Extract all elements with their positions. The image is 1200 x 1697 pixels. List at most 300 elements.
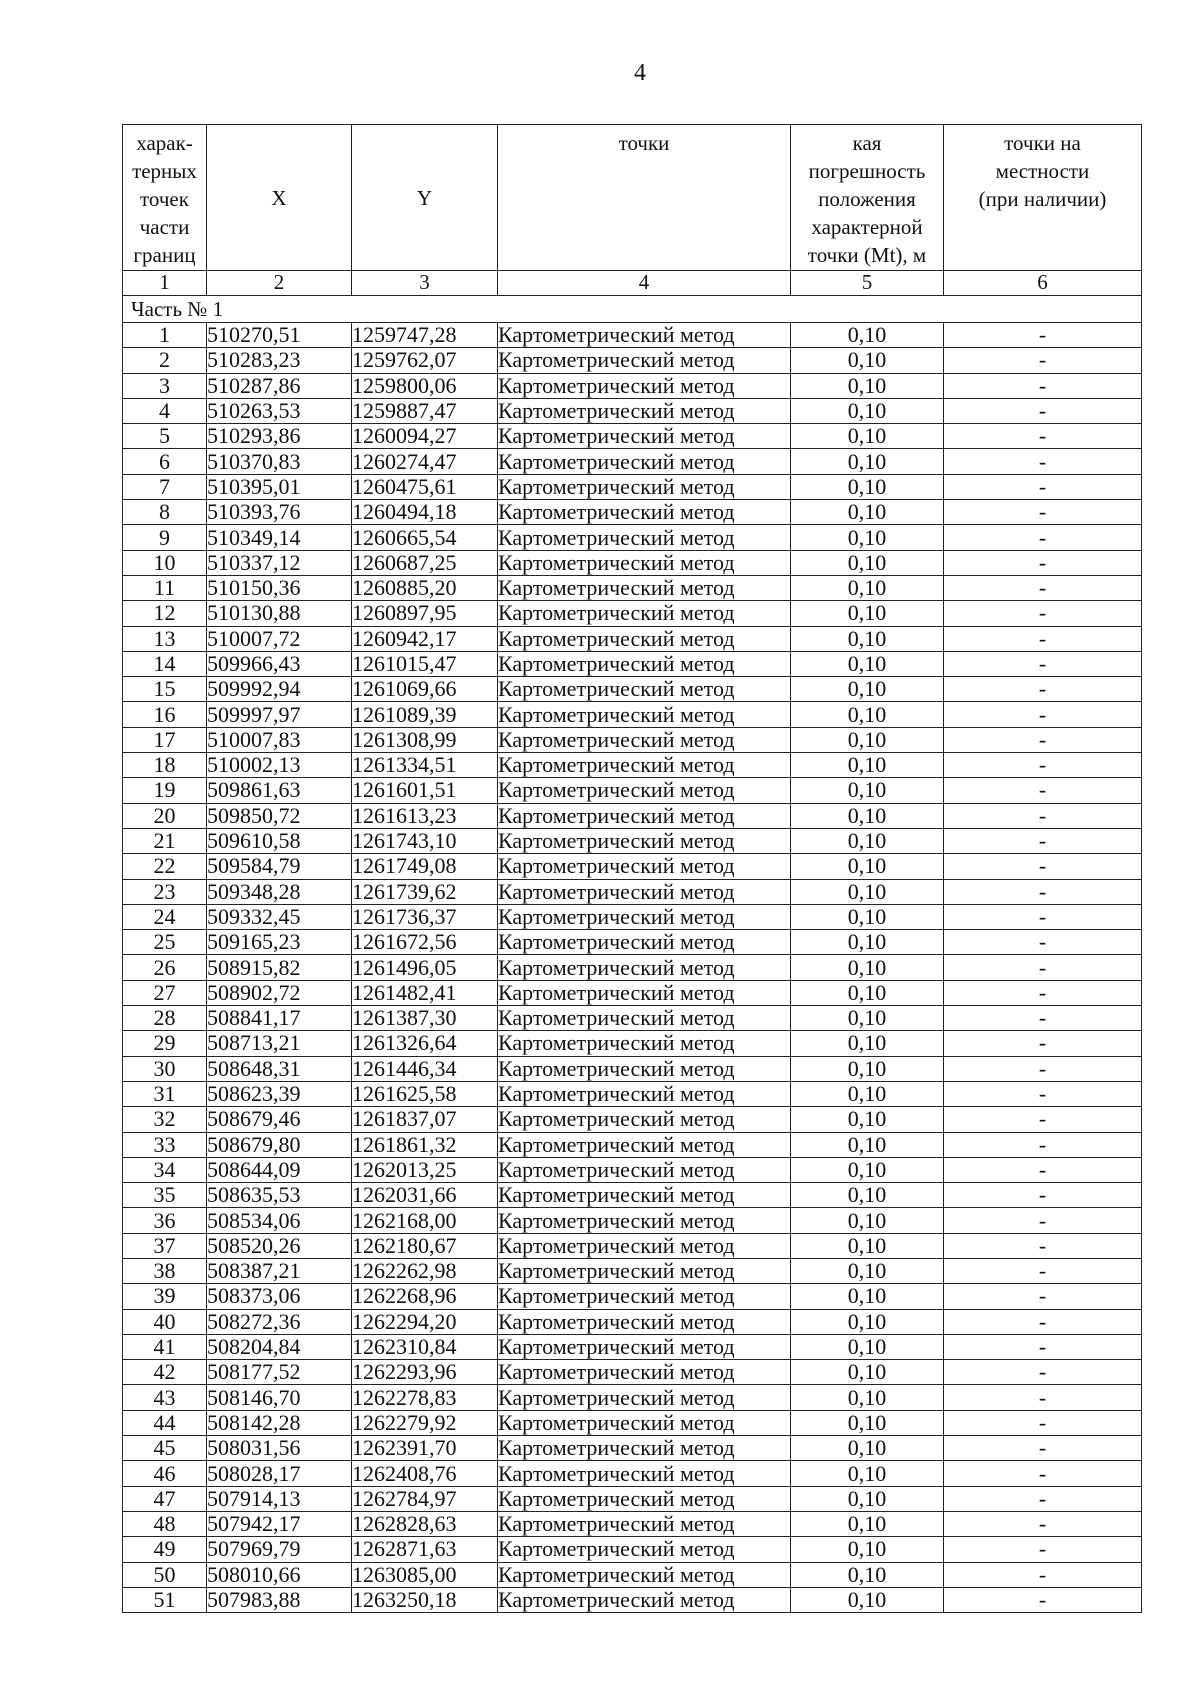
cell-x: 508679,46 — [207, 1107, 352, 1132]
cell-marking: - — [944, 1107, 1142, 1132]
cell-marking: - — [944, 373, 1142, 398]
cell-y: 1260475,61 — [352, 474, 498, 499]
cell-y: 1259800,06 — [352, 373, 498, 398]
cell-y: 1259762,07 — [352, 348, 498, 373]
cell-method: Картометрический метод — [498, 575, 791, 600]
table-row — [123, 904, 1142, 929]
cell-accuracy: 0,10 — [791, 955, 944, 980]
cell-method: Картометрический метод — [498, 879, 791, 904]
cell-accuracy: 0,10 — [791, 727, 944, 752]
cell-method: Картометрический метод — [498, 525, 791, 550]
cell-marking: - — [944, 1309, 1142, 1334]
cell-x: 510007,83 — [207, 727, 352, 752]
cell-point-number: 29 — [123, 1031, 207, 1056]
cell-accuracy: 0,10 — [791, 500, 944, 525]
table-row — [123, 1183, 1142, 1208]
cell-marking: - — [944, 398, 1142, 423]
cell-point-number: 9 — [123, 525, 207, 550]
cell-marking: - — [944, 424, 1142, 449]
cell-accuracy: 0,10 — [791, 1461, 944, 1486]
cell-point-number: 43 — [123, 1385, 207, 1410]
cell-marking: - — [944, 980, 1142, 1005]
table-row — [123, 1436, 1142, 1461]
cell-y: 1260665,54 — [352, 525, 498, 550]
cell-y: 1261736,37 — [352, 904, 498, 929]
cell-point-number: 8 — [123, 500, 207, 525]
cell-accuracy: 0,10 — [791, 828, 944, 853]
cell-method: Картометрический метод — [498, 1258, 791, 1283]
cell-x: 508031,56 — [207, 1436, 352, 1461]
cell-marking: - — [944, 803, 1142, 828]
cell-point-number: 41 — [123, 1334, 207, 1359]
table-row — [123, 753, 1142, 778]
cell-marking: - — [944, 904, 1142, 929]
cell-point-number: 16 — [123, 702, 207, 727]
cell-x: 510130,88 — [207, 601, 352, 626]
table-row — [123, 677, 1142, 702]
table-row — [123, 1360, 1142, 1385]
table-row — [123, 803, 1142, 828]
table-row — [123, 1107, 1142, 1132]
cell-method: Картометрический метод — [498, 500, 791, 525]
table-row — [123, 1157, 1142, 1182]
cell-method: Картометрический метод — [498, 1183, 791, 1208]
cell-x: 508534,06 — [207, 1208, 352, 1233]
cell-method: Картометрический метод — [498, 1334, 791, 1359]
cell-accuracy: 0,10 — [791, 575, 944, 600]
cell-point-number: 11 — [123, 575, 207, 600]
cell-marking: - — [944, 1334, 1142, 1359]
cell-point-number: 35 — [123, 1183, 207, 1208]
cell-x: 508272,36 — [207, 1309, 352, 1334]
cell-method: Картометрический метод — [498, 1208, 791, 1233]
cell-y: 1261672,56 — [352, 930, 498, 955]
cell-x: 508623,39 — [207, 1081, 352, 1106]
cell-point-number: 34 — [123, 1157, 207, 1182]
cell-y: 1261015,47 — [352, 651, 498, 676]
cell-method: Картометрический метод — [498, 601, 791, 626]
cell-x: 509165,23 — [207, 930, 352, 955]
header-point-number: харак- терных точек части границ — [123, 125, 207, 271]
header-marking: точки на местности (при наличии) — [944, 125, 1142, 271]
cell-accuracy: 0,10 — [791, 1511, 944, 1536]
cell-x: 510007,72 — [207, 626, 352, 651]
cell-marking: - — [944, 474, 1142, 499]
cell-marking: - — [944, 778, 1142, 803]
cell-y: 1261334,51 — [352, 753, 498, 778]
cell-point-number: 40 — [123, 1309, 207, 1334]
table-row — [123, 575, 1142, 600]
cell-y: 1261739,62 — [352, 879, 498, 904]
cell-y: 1260687,25 — [352, 550, 498, 575]
cell-marking: - — [944, 677, 1142, 702]
cell-point-number: 22 — [123, 854, 207, 879]
cell-point-number: 37 — [123, 1233, 207, 1258]
cell-accuracy: 0,10 — [791, 1233, 944, 1258]
cell-accuracy: 0,10 — [791, 753, 944, 778]
cell-method: Картометрический метод — [498, 1006, 791, 1031]
cell-accuracy: 0,10 — [791, 1284, 944, 1309]
table-row — [123, 1031, 1142, 1056]
cell-method: Картометрический метод — [498, 1461, 791, 1486]
cell-x: 508146,70 — [207, 1385, 352, 1410]
cell-method: Картометрический метод — [498, 1436, 791, 1461]
header-accuracy: кая погрешность положения характерной точки (Mt), м — [791, 125, 944, 271]
cell-accuracy: 0,10 — [791, 1132, 944, 1157]
cell-y: 1261625,58 — [352, 1081, 498, 1106]
cell-accuracy: 0,10 — [791, 1334, 944, 1359]
cell-method: Картометрический метод — [498, 753, 791, 778]
cell-y: 1260885,20 — [352, 575, 498, 600]
cell-accuracy: 0,10 — [791, 1587, 944, 1612]
cell-method: Картометрический метод — [498, 1157, 791, 1182]
table-row — [123, 525, 1142, 550]
cell-accuracy: 0,10 — [791, 1031, 944, 1056]
cell-method: Картометрический метод — [498, 626, 791, 651]
cell-marking: - — [944, 753, 1142, 778]
cell-y: 1261749,08 — [352, 854, 498, 879]
cell-method: Картометрический метод — [498, 828, 791, 853]
cell-point-number: 1 — [123, 323, 207, 348]
cell-point-number: 20 — [123, 803, 207, 828]
cell-x: 510393,76 — [207, 500, 352, 525]
cell-accuracy: 0,10 — [791, 449, 944, 474]
cell-method: Картометрический метод — [498, 904, 791, 929]
cell-marking: - — [944, 727, 1142, 752]
cell-x: 508644,09 — [207, 1157, 352, 1182]
table-row — [123, 626, 1142, 651]
cell-method: Картометрический метод — [498, 424, 791, 449]
table-row — [123, 1284, 1142, 1309]
cell-point-number: 21 — [123, 828, 207, 853]
page-number: 4 — [634, 60, 646, 86]
cell-accuracy: 0,10 — [791, 550, 944, 575]
table-row — [123, 323, 1142, 348]
cell-y: 1261613,23 — [352, 803, 498, 828]
cell-point-number: 42 — [123, 1360, 207, 1385]
cell-y: 1262871,63 — [352, 1537, 498, 1562]
cell-x: 509610,58 — [207, 828, 352, 853]
column-number: 1 — [123, 271, 207, 296]
table-row — [123, 1334, 1142, 1359]
cell-marking: - — [944, 828, 1142, 853]
cell-point-number: 23 — [123, 879, 207, 904]
header-y: Y — [352, 125, 498, 271]
table-row — [123, 1258, 1142, 1283]
cell-accuracy: 0,10 — [791, 424, 944, 449]
cell-accuracy: 0,10 — [791, 398, 944, 423]
cell-marking: - — [944, 879, 1142, 904]
cell-y: 1259887,47 — [352, 398, 498, 423]
cell-x: 509348,28 — [207, 879, 352, 904]
cell-accuracy: 0,10 — [791, 1486, 944, 1511]
cell-marking: - — [944, 500, 1142, 525]
cell-marking: - — [944, 1006, 1142, 1031]
cell-x: 508635,53 — [207, 1183, 352, 1208]
cell-marking: - — [944, 1132, 1142, 1157]
table-row — [123, 398, 1142, 423]
cell-method: Картометрический метод — [498, 651, 791, 676]
cell-method: Картометрический метод — [498, 1081, 791, 1106]
cell-method: Картометрический метод — [498, 348, 791, 373]
cell-marking: - — [944, 1511, 1142, 1536]
cell-accuracy: 0,10 — [791, 778, 944, 803]
cell-point-number: 32 — [123, 1107, 207, 1132]
cell-point-number: 28 — [123, 1006, 207, 1031]
table-row — [123, 1486, 1142, 1511]
cell-point-number: 25 — [123, 930, 207, 955]
column-number: 2 — [207, 271, 352, 296]
cell-marking: - — [944, 1587, 1142, 1612]
cell-marking: - — [944, 930, 1142, 955]
cell-y: 1262031,66 — [352, 1183, 498, 1208]
cell-x: 508387,21 — [207, 1258, 352, 1283]
cell-x: 510283,23 — [207, 348, 352, 373]
cell-point-number: 13 — [123, 626, 207, 651]
table-row — [123, 1537, 1142, 1562]
cell-x: 509584,79 — [207, 854, 352, 879]
cell-y: 1263250,18 — [352, 1587, 498, 1612]
cell-method: Картометрический метод — [498, 1537, 791, 1562]
cell-marking: - — [944, 1157, 1142, 1182]
cell-marking: - — [944, 1233, 1142, 1258]
cell-x: 510270,51 — [207, 323, 352, 348]
cell-marking: - — [944, 1081, 1142, 1106]
table-row — [123, 500, 1142, 525]
cell-method: Картометрический метод — [498, 778, 791, 803]
cell-accuracy: 0,10 — [791, 980, 944, 1005]
cell-marking: - — [944, 1360, 1142, 1385]
cell-accuracy: 0,10 — [791, 1107, 944, 1132]
cell-y: 1262278,83 — [352, 1385, 498, 1410]
table-row — [123, 1132, 1142, 1157]
cell-marking: - — [944, 1486, 1142, 1511]
cell-y: 1262294,20 — [352, 1309, 498, 1334]
cell-point-number: 14 — [123, 651, 207, 676]
cell-y: 1261837,07 — [352, 1107, 498, 1132]
table-row — [123, 854, 1142, 879]
cell-point-number: 17 — [123, 727, 207, 752]
cell-accuracy: 0,10 — [791, 601, 944, 626]
cell-y: 1262279,92 — [352, 1410, 498, 1435]
cell-marking: - — [944, 575, 1142, 600]
cell-point-number: 44 — [123, 1410, 207, 1435]
cell-marking: - — [944, 1461, 1142, 1486]
cell-accuracy: 0,10 — [791, 1258, 944, 1283]
cell-marking: - — [944, 1284, 1142, 1309]
cell-method: Картометрический метод — [498, 1107, 791, 1132]
cell-point-number: 24 — [123, 904, 207, 929]
cell-accuracy: 0,10 — [791, 1436, 944, 1461]
cell-x: 508520,26 — [207, 1233, 352, 1258]
header-x: X — [207, 125, 352, 271]
cell-point-number: 49 — [123, 1537, 207, 1562]
cell-x: 508010,66 — [207, 1562, 352, 1587]
cell-x: 510293,86 — [207, 424, 352, 449]
cell-method: Картометрический метод — [498, 1587, 791, 1612]
table-row — [123, 1587, 1142, 1612]
cell-marking: - — [944, 702, 1142, 727]
cell-method: Картометрический метод — [498, 702, 791, 727]
table-row — [123, 601, 1142, 626]
cell-method: Картометрический метод — [498, 854, 791, 879]
cell-y: 1261496,05 — [352, 955, 498, 980]
table-row — [123, 1461, 1142, 1486]
table-row — [123, 449, 1142, 474]
cell-marking: - — [944, 601, 1142, 626]
cell-y: 1262013,25 — [352, 1157, 498, 1182]
cell-x: 508028,17 — [207, 1461, 352, 1486]
cell-method: Картометрический метод — [498, 955, 791, 980]
cell-y: 1260094,27 — [352, 424, 498, 449]
cell-y: 1261069,66 — [352, 677, 498, 702]
cell-marking: - — [944, 854, 1142, 879]
cell-accuracy: 0,10 — [791, 323, 944, 348]
cell-accuracy: 0,10 — [791, 1183, 944, 1208]
cell-accuracy: 0,10 — [791, 904, 944, 929]
cell-marking: - — [944, 550, 1142, 575]
table-row — [123, 727, 1142, 752]
cell-y: 1262310,84 — [352, 1334, 498, 1359]
cell-x: 509332,45 — [207, 904, 352, 929]
cell-y: 1261446,34 — [352, 1056, 498, 1081]
cell-method: Картометрический метод — [498, 980, 791, 1005]
cell-y: 1260897,95 — [352, 601, 498, 626]
cell-point-number: 33 — [123, 1132, 207, 1157]
cell-y: 1262168,00 — [352, 1208, 498, 1233]
table-row — [123, 1410, 1142, 1435]
cell-marking: - — [944, 1258, 1142, 1283]
cell-y: 1261387,30 — [352, 1006, 498, 1031]
cell-method: Картометрический метод — [498, 1385, 791, 1410]
cell-accuracy: 0,10 — [791, 1562, 944, 1587]
cell-method: Картометрический метод — [498, 803, 791, 828]
cell-marking: - — [944, 1562, 1142, 1587]
column-number-row — [123, 271, 1142, 296]
cell-marking: - — [944, 323, 1142, 348]
cell-accuracy: 0,10 — [791, 854, 944, 879]
cell-x: 508648,31 — [207, 1056, 352, 1081]
cell-method: Картометрический метод — [498, 449, 791, 474]
cell-x: 509992,94 — [207, 677, 352, 702]
cell-point-number: 46 — [123, 1461, 207, 1486]
cell-y: 1260494,18 — [352, 500, 498, 525]
cell-point-number: 48 — [123, 1511, 207, 1536]
cell-accuracy: 0,10 — [791, 1537, 944, 1562]
cell-point-number: 5 — [123, 424, 207, 449]
cell-x: 510395,01 — [207, 474, 352, 499]
cell-y: 1261308,99 — [352, 727, 498, 752]
cell-x: 508915,82 — [207, 955, 352, 980]
cell-method: Картометрический метод — [498, 1233, 791, 1258]
cell-point-number: 38 — [123, 1258, 207, 1283]
cell-accuracy: 0,10 — [791, 525, 944, 550]
table-row — [123, 1233, 1142, 1258]
cell-y: 1260942,17 — [352, 626, 498, 651]
cell-x: 510337,12 — [207, 550, 352, 575]
cell-method: Картометрический метод — [498, 1284, 791, 1309]
cell-method: Картометрический метод — [498, 550, 791, 575]
cell-x: 509997,97 — [207, 702, 352, 727]
cell-method: Картометрический метод — [498, 1360, 791, 1385]
cell-x: 507969,79 — [207, 1537, 352, 1562]
cell-marking: - — [944, 1436, 1142, 1461]
cell-y: 1262180,67 — [352, 1233, 498, 1258]
cell-accuracy: 0,10 — [791, 702, 944, 727]
cell-accuracy: 0,10 — [791, 1360, 944, 1385]
cell-accuracy: 0,10 — [791, 803, 944, 828]
cell-point-number: 2 — [123, 348, 207, 373]
cell-point-number: 36 — [123, 1208, 207, 1233]
cell-method: Картометрический метод — [498, 1132, 791, 1157]
cell-y: 1261089,39 — [352, 702, 498, 727]
cell-method: Картометрический метод — [498, 727, 791, 752]
cell-x: 509966,43 — [207, 651, 352, 676]
cell-accuracy: 0,10 — [791, 1410, 944, 1435]
cell-method: Картометрический метод — [498, 1511, 791, 1536]
cell-y: 1261482,41 — [352, 980, 498, 1005]
cell-marking: - — [944, 1410, 1142, 1435]
cell-method: Картометрический метод — [498, 677, 791, 702]
cell-x: 510002,13 — [207, 753, 352, 778]
cell-marking: - — [944, 1385, 1142, 1410]
table-row — [123, 1562, 1142, 1587]
cell-point-number: 47 — [123, 1486, 207, 1511]
table-row — [123, 1208, 1142, 1233]
cell-accuracy: 0,10 — [791, 626, 944, 651]
cell-method: Картометрический метод — [498, 1562, 791, 1587]
cell-x: 508204,84 — [207, 1334, 352, 1359]
cell-marking: - — [944, 348, 1142, 373]
cell-marking: - — [944, 525, 1142, 550]
cell-accuracy: 0,10 — [791, 373, 944, 398]
cell-accuracy: 0,10 — [791, 651, 944, 676]
cell-method: Картометрический метод — [498, 930, 791, 955]
cell-x: 507942,17 — [207, 1511, 352, 1536]
cell-method: Картометрический метод — [498, 1410, 791, 1435]
cell-method: Картометрический метод — [498, 1031, 791, 1056]
cell-marking: - — [944, 1056, 1142, 1081]
column-number: 3 — [352, 271, 498, 296]
cell-method: Картометрический метод — [498, 1486, 791, 1511]
cell-point-number: 6 — [123, 449, 207, 474]
cell-point-number: 4 — [123, 398, 207, 423]
cell-x: 508713,21 — [207, 1031, 352, 1056]
cell-method: Картометрический метод — [498, 1309, 791, 1334]
cell-point-number: 15 — [123, 677, 207, 702]
cell-y: 1262293,96 — [352, 1360, 498, 1385]
cell-point-number: 27 — [123, 980, 207, 1005]
column-number: 6 — [944, 271, 1142, 296]
table-row — [123, 980, 1142, 1005]
cell-y: 1262408,76 — [352, 1461, 498, 1486]
cell-marking: - — [944, 955, 1142, 980]
table-row — [123, 828, 1142, 853]
cell-accuracy: 0,10 — [791, 879, 944, 904]
cell-marking: - — [944, 1537, 1142, 1562]
cell-accuracy: 0,10 — [791, 348, 944, 373]
cell-marking: - — [944, 651, 1142, 676]
cell-y: 1262828,63 — [352, 1511, 498, 1536]
cell-accuracy: 0,10 — [791, 474, 944, 499]
cell-marking: - — [944, 1183, 1142, 1208]
cell-point-number: 31 — [123, 1081, 207, 1106]
cell-marking: - — [944, 449, 1142, 474]
cell-method: Картометрический метод — [498, 373, 791, 398]
table-row — [123, 1511, 1142, 1536]
cell-accuracy: 0,10 — [791, 1385, 944, 1410]
cell-x: 510370,83 — [207, 449, 352, 474]
